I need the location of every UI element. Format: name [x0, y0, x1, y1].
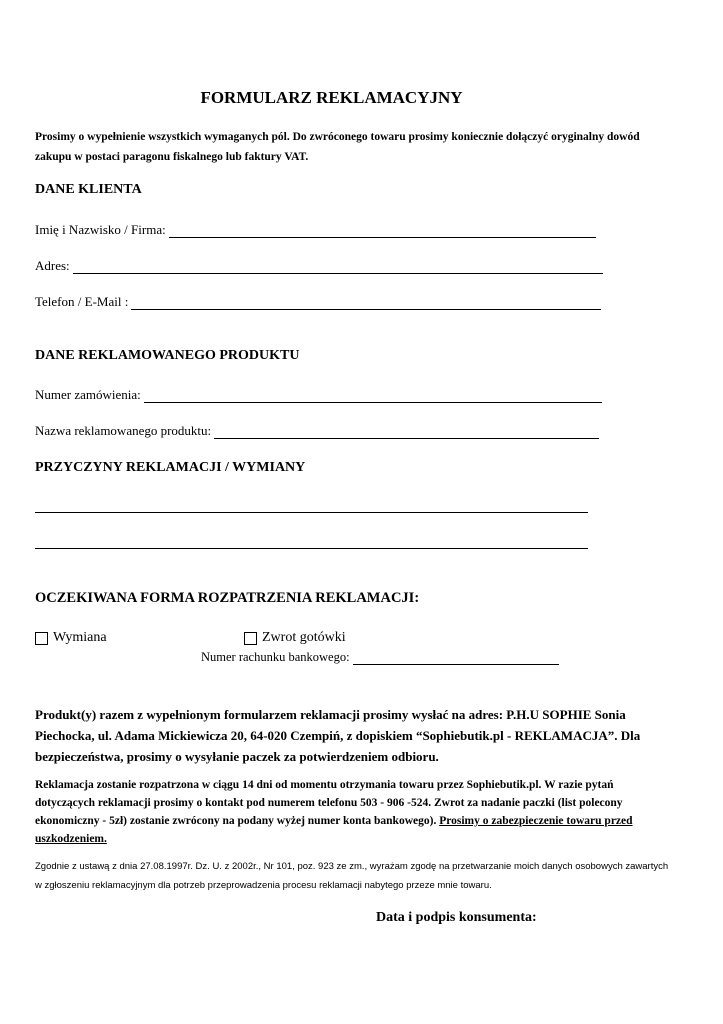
consent-text: Zgodnie z ustawą z dnia 27.08.1997r. Dz. U. z 2002r., Nr 101, poz. 923 ze zm., wyrażam zgodę na przetwarzanie moich danych osobowych zawartych w zgłoszeniu reklamacyjnym dla potrzeb przeprowadzenia procesu reklamacji nabytego przeze mnie towaru.	[35, 861, 669, 891]
option-refund[interactable]	[244, 630, 346, 646]
client-address-input-line[interactable]	[73, 261, 603, 274]
client-contact-field	[35, 294, 601, 310]
process-text: Reklamacja zostanie rozpatrzona w ciągu 14 dni od momentu otrzymania towaru przez Sophiebutik.pl. W razie pytań dotyczących reklamacji prosimy o kontakt pod numerem telefonu 503 - 906 -524. Zwrot za nadanie paczki (list polecony ekonomiczny - 5zł) zostanie zwrócony na podany wyżej numer konta bankowego).	[35, 779, 623, 827]
refund-label: Zwrot gotówki	[262, 630, 346, 645]
client-name-field	[35, 222, 596, 238]
client-contact-input-line[interactable]	[131, 297, 601, 310]
form-title: FORMULARZ REKLAMACYJNY	[200, 88, 463, 107]
product-name-field	[35, 423, 599, 439]
reason-line-2[interactable]	[35, 548, 588, 549]
client-contact-label: Telefon / E-Mail :	[35, 294, 129, 309]
product-name-input-line[interactable]	[214, 426, 599, 439]
reason-line-1[interactable]	[35, 512, 588, 513]
signature-label: Data i podpis konsumenta:	[376, 910, 537, 925]
product-section-heading: DANE REKLAMOWANEGO PRODUKTU	[35, 348, 300, 363]
order-number-label: Numer zamówienia:	[35, 387, 141, 402]
client-address-field	[35, 258, 603, 274]
order-number-input-line[interactable]	[144, 390, 602, 403]
client-name-label: Imię i Nazwisko / Firma:	[35, 222, 166, 237]
resolution-section-heading: OCZEKIWANA FORMA ROZPATRZENIA REKLAMACJI:	[35, 590, 420, 606]
reasons-section-heading: PRZYCZYNY REKLAMACJI / WYMIANY	[35, 460, 306, 475]
product-name-label: Nazwa reklamowanego produktu:	[35, 423, 212, 438]
exchange-checkbox[interactable]	[35, 632, 48, 645]
process-info	[35, 776, 675, 848]
refund-checkbox[interactable]	[244, 632, 257, 645]
bank-account-field	[201, 650, 559, 665]
intro-text: Prosimy o wypełnienie wszystkich wymaganych pól. Do zwróconego towaru prosimy koniecznie dołączyć oryginalny dowód zakupu w postaci paragonu fiskalnego lub faktury VAT.	[35, 131, 640, 163]
client-name-input-line[interactable]	[169, 225, 596, 238]
option-exchange[interactable]	[35, 630, 107, 646]
bank-account-input-line[interactable]	[353, 652, 559, 665]
shipping-address-text: Produkt(y) razem z wypełnionym formularzem reklamacji prosimy wysłać na adres: P.H.U SOPHIE Sonia Piechocka, ul. Adama Mickiewicza 20, 64-020 Czempiń, z dopiskiem “Sophiebutik.pl - REKLAMACJA”. Dla bezpieczeństwa, prosimy o wysyłanie paczek za potwierdzeniem odbioru.	[35, 707, 641, 764]
bank-account-label: Numer rachunku bankowego:	[201, 650, 350, 664]
client-section-heading: DANE KLIENTA	[35, 182, 142, 197]
order-number-field	[35, 387, 602, 403]
client-address-label: Adres:	[35, 258, 70, 273]
exchange-label: Wymiana	[53, 630, 107, 645]
protect-goods-note: Prosimy o zabezpieczenie towaru przed uszkodzeniem.	[35, 815, 633, 845]
